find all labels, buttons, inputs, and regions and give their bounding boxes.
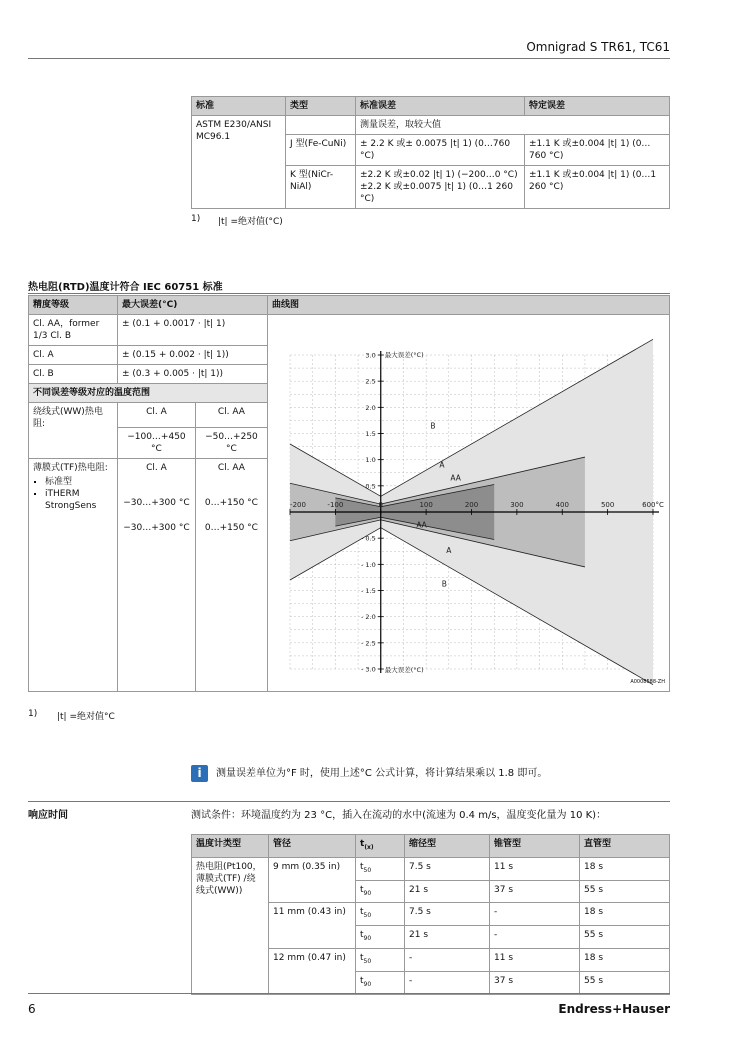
type-k: K 型(NiCr-NiAl) bbox=[286, 166, 356, 209]
tf-col-a: Cl. A bbox=[118, 458, 196, 482]
cell-r: - bbox=[405, 948, 490, 971]
tf-range-a1: −30…+300 °C bbox=[118, 483, 196, 512]
cell-t: - bbox=[490, 903, 580, 926]
rtd-error-chart bbox=[268, 315, 669, 691]
cell-r: 21 s bbox=[405, 880, 490, 903]
note-text: 测量误差单位为°F 时，使用上述°C 公式计算，将计算结果乘以 1.8 即可。 bbox=[216, 768, 548, 779]
t-label: $t_{90}$ bbox=[356, 971, 405, 994]
y-tick-label: - 0.5 bbox=[360, 534, 376, 543]
x-tick-label: 500 bbox=[600, 501, 615, 509]
dia-9: 9 mm (0.35 in) bbox=[269, 857, 356, 903]
y-tick-label: - 3.0 bbox=[360, 665, 376, 674]
tf-range-a2: −30…+300 °C bbox=[118, 512, 196, 692]
cell-t: 11 s bbox=[490, 857, 580, 880]
x-tick-label: -200 bbox=[290, 501, 306, 509]
y-tick-label: 1.5 bbox=[365, 430, 376, 438]
brand-name: Endress+Hauser bbox=[558, 1002, 670, 1016]
class-a-error: ± (0.15 + 0.002 · |t| 1)) bbox=[118, 346, 268, 365]
rtd-rule bbox=[28, 293, 670, 294]
tc-error-table bbox=[191, 96, 670, 209]
standard-cell: ASTM E230/ANSI MC96.1 bbox=[192, 116, 286, 209]
col-tx: $t_{(x)}$ bbox=[356, 835, 405, 858]
rtd-footnote-text: |t| =绝对值°C bbox=[57, 712, 115, 722]
response-type: 热电阻(Pt100，薄膜式(TF) /绕线式(WW)) bbox=[192, 857, 269, 994]
y-tick-label: 0.5 bbox=[365, 482, 376, 491]
document-title: Omnigrad S TR61, TC61 bbox=[526, 40, 670, 54]
col-tapered: 锥管型 bbox=[490, 835, 580, 858]
rtd-section-title: 热电阻(RTD)温度计符合 IEC 60751 标准 bbox=[28, 282, 223, 293]
y-tick-label: - 2.0 bbox=[360, 613, 376, 622]
dia-11: 11 mm (0.43 in) bbox=[269, 903, 356, 949]
cell-s: 18 s bbox=[580, 948, 670, 971]
chart-cell bbox=[267, 315, 669, 692]
chart-code: A0008588-ZH bbox=[630, 679, 665, 685]
cell-s: 18 s bbox=[580, 857, 670, 880]
curve-label-a: A bbox=[439, 460, 445, 470]
response-rule bbox=[28, 801, 670, 802]
footer-rule bbox=[28, 993, 670, 994]
cell-s: 18 s bbox=[580, 903, 670, 926]
y-label-bottom: 最大误差(°C) bbox=[384, 666, 424, 674]
tc-footnote-text: |t| =绝对值(°C) bbox=[218, 217, 283, 227]
class-aa: Cl. AA，former 1/3 Cl. B bbox=[29, 315, 118, 346]
dia-12: 12 mm (0.47 in) bbox=[269, 948, 356, 994]
ww-range-aa: −50…+250 °C bbox=[195, 427, 267, 458]
curve-label-a: A bbox=[446, 545, 452, 555]
cell-r: 7.5 s bbox=[405, 857, 490, 880]
y-label-top: 最大误差(°C) bbox=[384, 351, 424, 359]
cell-t: 11 s bbox=[490, 948, 580, 971]
response-label: 响应时间 bbox=[28, 810, 68, 821]
response-condition: 测试条件：环境温度约为 23 °C，插入在流动的水中(流速为 0.4 m/s，温度变化量为 10 K)： bbox=[191, 810, 607, 821]
col-max-error: 最大误差(°C) bbox=[118, 296, 268, 315]
general-note: 测量误差，取较大值 bbox=[356, 116, 670, 135]
x-tick-label: 400 bbox=[555, 501, 569, 509]
x-tick-label: 300 bbox=[510, 501, 524, 509]
type-j: J 型(Fe-CuNi) bbox=[286, 135, 356, 166]
ww-col-a: Cl. A bbox=[118, 403, 196, 428]
curve-label-b: B bbox=[430, 421, 436, 431]
col-std-error: 标准误差 bbox=[356, 97, 525, 116]
cell-s: 55 s bbox=[580, 971, 670, 994]
x-tick-label: 600°C bbox=[642, 501, 664, 509]
cell-t: 37 s bbox=[490, 880, 580, 903]
rtd-footnote-num: 1) bbox=[28, 709, 38, 719]
t-label: $t_{90}$ bbox=[356, 880, 405, 903]
y-tick-label: 2.0 bbox=[365, 403, 376, 412]
y-tick-label: - 2.5 bbox=[360, 639, 376, 648]
col-special-error: 特定误差 bbox=[525, 97, 670, 116]
y-tick-label: 2.5 bbox=[365, 377, 376, 386]
rtd-table bbox=[28, 295, 670, 692]
tf-label: 薄膜式(TF)热电阻: bbox=[33, 462, 108, 473]
col-reduced: 缩径型 bbox=[405, 835, 490, 858]
curve-label-b: B bbox=[441, 579, 447, 589]
class-b: Cl. B bbox=[29, 365, 118, 384]
tf-item-standard: ▪ 标准型 bbox=[45, 476, 113, 488]
ww-label: 绕线式(WW)热电阻: bbox=[29, 403, 118, 459]
t-label: $t_{50}$ bbox=[356, 948, 405, 971]
x-tick-label: 200 bbox=[464, 501, 479, 509]
fahrenheit-note bbox=[191, 764, 670, 782]
class-b-error: ± (0.3 + 0.005 · |t| 1)) bbox=[118, 365, 268, 384]
class-aa-error: ± (0.1 + 0.0017 · |t| 1) bbox=[118, 315, 268, 346]
col-straight: 直管型 bbox=[580, 835, 670, 858]
y-tick-label: - 1.5 bbox=[360, 587, 376, 595]
cell-r: 21 s bbox=[405, 926, 490, 949]
tf-col-aa: Cl. AA bbox=[195, 458, 267, 482]
col-accuracy-class: 精度等级 bbox=[29, 296, 118, 315]
x-tick-label: -100 bbox=[327, 501, 344, 509]
y-tick-label: 3.0 bbox=[365, 351, 376, 360]
tf-cell bbox=[29, 458, 118, 691]
cell-t: - bbox=[490, 926, 580, 949]
tc-footnote-num: 1) bbox=[191, 214, 201, 224]
type-k-std: ±2.2 K 或±0.02 |t| 1) (−200…0 °C) ±2.2 K 或±0.0075 |t| 1) (0…1 260 °C) bbox=[356, 166, 525, 209]
cell-r: - bbox=[405, 971, 490, 994]
col-type: 类型 bbox=[286, 97, 356, 116]
info-icon: i bbox=[191, 765, 208, 782]
ww-col-aa: Cl. AA bbox=[195, 403, 267, 428]
curve-label-aa: AA bbox=[450, 473, 461, 483]
tf-item-strongsens: ▪ iTHERM StrongSens bbox=[45, 488, 113, 512]
range-header: 不同误差等级对应的温度范围 bbox=[29, 384, 268, 403]
cell-s: 55 s bbox=[580, 926, 670, 949]
x-tick-label: 100 bbox=[419, 501, 433, 509]
type-j-spec: ±1.1 K 或±0.004 |t| 1) (0…760 °C) bbox=[525, 135, 670, 166]
tf-range-aa2: 0…+150 °C bbox=[195, 512, 267, 692]
t-label: $t_{50}$ bbox=[356, 857, 405, 880]
page-number: 6 bbox=[28, 1002, 36, 1016]
type-j-std: ± 2.2 K 或± 0.0075 |t| 1) (0…760 °C) bbox=[356, 135, 525, 166]
cell-s: 55 s bbox=[580, 880, 670, 903]
ww-range-a: −100…+450 °C bbox=[118, 427, 196, 458]
col-chart: 曲线图 bbox=[267, 296, 669, 315]
col-thermo-type: 温度计类型 bbox=[192, 835, 269, 858]
col-standard: 标准 bbox=[192, 97, 286, 116]
tf-range-aa1: 0…+150 °C bbox=[195, 483, 267, 512]
t-label: $t_{90}$ bbox=[356, 926, 405, 949]
cell-t: 37 s bbox=[490, 971, 580, 994]
y-tick-label: 1.0 bbox=[365, 456, 376, 465]
t-label: $t_{50}$ bbox=[356, 903, 405, 926]
curve-label-aa: AA bbox=[416, 520, 427, 530]
cell-r: 7.5 s bbox=[405, 903, 490, 926]
col-diameter: 管径 bbox=[269, 835, 356, 858]
class-a: Cl. A bbox=[29, 346, 118, 365]
header-rule bbox=[28, 58, 670, 59]
type-k-spec: ±1.1 K 或±0.004 |t| 1) (0…1 260 °C) bbox=[525, 166, 670, 209]
x-tick-label: 0 bbox=[378, 501, 383, 509]
response-table bbox=[191, 834, 670, 995]
y-tick-label: - 1.0 bbox=[360, 560, 376, 569]
